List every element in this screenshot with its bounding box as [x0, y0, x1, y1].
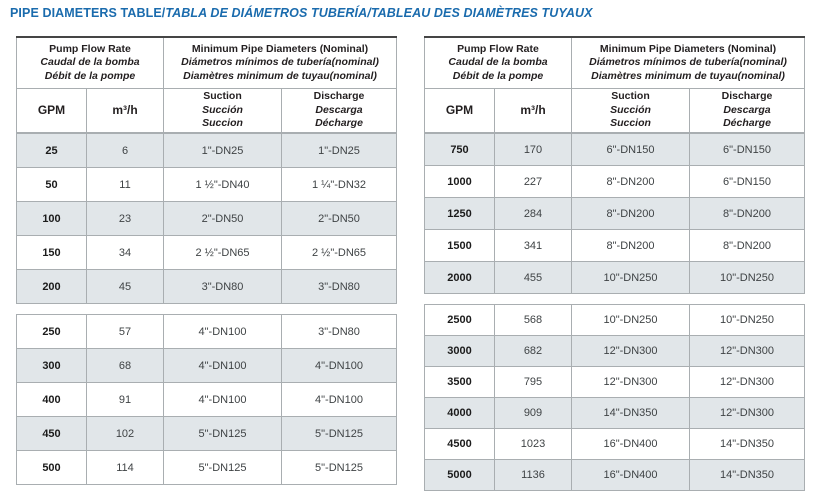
header-row-units: [425, 89, 805, 133]
suction-header-fr: Succion: [610, 117, 651, 130]
m3h-cell: 23: [87, 202, 164, 236]
discharge-cell: 1"-DN25: [282, 134, 397, 168]
m3h-cell: 114: [87, 451, 164, 485]
suction-cell: 2"-DN50: [164, 202, 282, 236]
flow-rate-header-es: Caudal de la bomba: [40, 56, 140, 69]
table-row: [425, 336, 805, 367]
suction-cell: 12"-DN300: [572, 336, 690, 367]
m3h-cell: 341: [495, 230, 572, 262]
gpm-cell: 4500: [425, 429, 495, 460]
gpm-cell: 450: [17, 417, 87, 451]
flow-rate-header-fr: Débit de la pompe: [452, 69, 544, 82]
m3h-header: m³/h: [495, 89, 572, 133]
suction-cell: 10"-DN250: [572, 262, 690, 294]
group-divider-gap: [424, 294, 804, 304]
m3h-cell: 227: [495, 166, 572, 198]
m3h-cell: 57: [87, 315, 164, 349]
m3h-cell: 455: [495, 262, 572, 294]
discharge-header-en: Discharge: [721, 90, 773, 103]
gpm-cell: 200: [17, 270, 87, 304]
flow-rate-header-fr: Débit de la pompe: [44, 69, 136, 82]
discharge-cell: 4"-DN100: [282, 349, 397, 383]
suction-header-fr: Succion: [202, 117, 243, 130]
m3h-cell: 909: [495, 398, 572, 429]
suction-cell: 2 ½"-DN65: [164, 236, 282, 270]
pipe-table-low-flow: [16, 36, 396, 491]
gpm-header: GPM: [17, 89, 87, 133]
gpm-cell: 50: [17, 168, 87, 202]
discharge-cell: 3"-DN80: [282, 315, 397, 349]
discharge-header-es: Descarga: [723, 103, 771, 116]
gpm-cell: 2000: [425, 262, 495, 294]
min-diameters-header-fr: Diamètres minimum de tuyau(nominal): [183, 69, 377, 82]
discharge-cell: 5"-DN125: [282, 417, 397, 451]
table-row: [17, 349, 397, 383]
discharge-header-en: Discharge: [313, 90, 365, 103]
m3h-cell: 170: [495, 134, 572, 166]
discharge-cell: 2"-DN50: [282, 202, 397, 236]
m3h-cell: 68: [87, 349, 164, 383]
flow-rate-header-en: Pump Flow Rate: [457, 42, 539, 55]
table-row: [425, 198, 805, 230]
table-row: [425, 429, 805, 460]
discharge-header-fr: Décharge: [723, 117, 771, 130]
gpm-cell: 3500: [425, 367, 495, 398]
suction-cell: 4"-DN100: [164, 349, 282, 383]
min-diameters-header: [164, 37, 397, 89]
suction-cell: 8"-DN200: [572, 198, 690, 230]
table-row: [425, 166, 805, 198]
suction-cell: 12"-DN300: [572, 367, 690, 398]
m3h-cell: 1136: [495, 460, 572, 491]
gpm-cell: 300: [17, 349, 87, 383]
table-header-high-flow: [424, 36, 805, 133]
min-diameters-header-en: Minimum Pipe Diameters (Nominal): [191, 42, 369, 55]
suction-header-es: Succión: [610, 103, 651, 116]
discharge-cell: 12"-DN300: [690, 398, 805, 429]
table-row: [17, 236, 397, 270]
m3h-header: m³/h: [87, 89, 164, 133]
discharge-header: [282, 89, 397, 133]
header-row-units: [17, 89, 397, 133]
min-diameters-header-es: Diámetros mínimos de tubería(nominal): [181, 56, 379, 69]
discharge-cell: 4"-DN100: [282, 383, 397, 417]
m3h-cell: 795: [495, 367, 572, 398]
suction-cell: 16"-DN400: [572, 460, 690, 491]
flow-rate-header-en: Pump Flow Rate: [49, 42, 131, 55]
table-row: [17, 270, 397, 304]
suction-cell: 10"-DN250: [572, 305, 690, 336]
table-row: [17, 202, 397, 236]
discharge-cell: 8"-DN200: [690, 230, 805, 262]
table-row: [17, 417, 397, 451]
min-diameters-header-fr: Diamètres minimum de tuyau(nominal): [591, 69, 785, 82]
m3h-cell: 91: [87, 383, 164, 417]
gpm-cell: 4000: [425, 398, 495, 429]
discharge-cell: 8"-DN200: [690, 198, 805, 230]
flow-rate-header-es: Caudal de la bomba: [448, 56, 548, 69]
discharge-header-fr: Décharge: [315, 117, 363, 130]
suction-header: [572, 89, 690, 133]
m3h-cell: 102: [87, 417, 164, 451]
discharge-header-es: Descarga: [315, 103, 363, 116]
table-row: [425, 262, 805, 294]
header-row-groups: [17, 37, 397, 89]
gpm-cell: 5000: [425, 460, 495, 491]
gpm-cell: 400: [17, 383, 87, 417]
min-diameters-header: [572, 37, 805, 89]
suction-cell: 8"-DN200: [572, 166, 690, 198]
gpm-cell: 3000: [425, 336, 495, 367]
discharge-cell: 5"-DN125: [282, 451, 397, 485]
table-row: [425, 398, 805, 429]
suction-cell: 6"-DN150: [572, 134, 690, 166]
min-diameters-header-en: Minimum Pipe Diameters (Nominal): [599, 42, 777, 55]
suction-cell: 16"-DN400: [572, 429, 690, 460]
suction-header-en: Suction: [611, 90, 650, 103]
m3h-cell: 11: [87, 168, 164, 202]
suction-cell: 1"-DN25: [164, 134, 282, 168]
high-flow-group-1: [424, 133, 805, 294]
m3h-cell: 682: [495, 336, 572, 367]
pipe-table-high-flow: [424, 36, 804, 491]
gpm-cell: 250: [17, 315, 87, 349]
page-title-english: PIPE DIAMETERS TABLE/: [10, 6, 166, 20]
discharge-cell: 3"-DN80: [282, 270, 397, 304]
m3h-cell: 34: [87, 236, 164, 270]
gpm-cell: 1500: [425, 230, 495, 262]
m3h-cell: 568: [495, 305, 572, 336]
suction-cell: 5"-DN125: [164, 451, 282, 485]
table-row: [17, 315, 397, 349]
table-row: [425, 460, 805, 491]
discharge-cell: 10"-DN250: [690, 262, 805, 294]
page-title-translations: TABLA DE DIÁMETROS TUBERÍA/TABLEAU DES DIAMÈTRES TUYAUX: [165, 6, 593, 20]
discharge-cell: 12"-DN300: [690, 367, 805, 398]
gpm-cell: 2500: [425, 305, 495, 336]
m3h-cell: 1023: [495, 429, 572, 460]
table-row: [425, 134, 805, 166]
header-row-groups: [425, 37, 805, 89]
low-flow-group-1: [16, 133, 397, 304]
flow-rate-header: [425, 37, 572, 89]
table-row: [425, 230, 805, 262]
gpm-header: GPM: [425, 89, 495, 133]
high-flow-group-2: [424, 304, 805, 491]
tables-container: [16, 36, 804, 491]
discharge-cell: 14"-DN350: [690, 429, 805, 460]
m3h-cell: 45: [87, 270, 164, 304]
suction-cell: 4"-DN100: [164, 383, 282, 417]
discharge-header: [690, 89, 805, 133]
flow-rate-header: [17, 37, 164, 89]
discharge-cell: 10"-DN250: [690, 305, 805, 336]
suction-header: [164, 89, 282, 133]
discharge-cell: 2 ½"-DN65: [282, 236, 397, 270]
table-row: [425, 367, 805, 398]
gpm-cell: 25: [17, 134, 87, 168]
gpm-cell: 100: [17, 202, 87, 236]
suction-header-es: Succión: [202, 103, 243, 116]
gpm-cell: 500: [17, 451, 87, 485]
suction-cell: 3"-DN80: [164, 270, 282, 304]
suction-cell: 14"-DN350: [572, 398, 690, 429]
suction-cell: 1 ½"-DN40: [164, 168, 282, 202]
discharge-cell: 14"-DN350: [690, 460, 805, 491]
gpm-cell: 1000: [425, 166, 495, 198]
suction-header-en: Suction: [203, 90, 242, 103]
table-header-low-flow: [16, 36, 397, 133]
low-flow-group-2: [16, 314, 397, 485]
table-row: [17, 383, 397, 417]
table-row: [17, 134, 397, 168]
suction-cell: 8"-DN200: [572, 230, 690, 262]
discharge-cell: 1 ¼"-DN32: [282, 168, 397, 202]
table-row: [425, 305, 805, 336]
table-row: [17, 451, 397, 485]
discharge-cell: 6"-DN150: [690, 134, 805, 166]
min-diameters-header-es: Diámetros mínimos de tubería(nominal): [589, 56, 787, 69]
group-divider-gap: [16, 304, 396, 314]
suction-cell: 5"-DN125: [164, 417, 282, 451]
m3h-cell: 284: [495, 198, 572, 230]
discharge-cell: 6"-DN150: [690, 166, 805, 198]
suction-cell: 4"-DN100: [164, 315, 282, 349]
gpm-cell: 750: [425, 134, 495, 166]
page-title: [10, 6, 593, 20]
discharge-cell: 12"-DN300: [690, 336, 805, 367]
gpm-cell: 1250: [425, 198, 495, 230]
table-row: [17, 168, 397, 202]
gpm-cell: 150: [17, 236, 87, 270]
m3h-cell: 6: [87, 134, 164, 168]
